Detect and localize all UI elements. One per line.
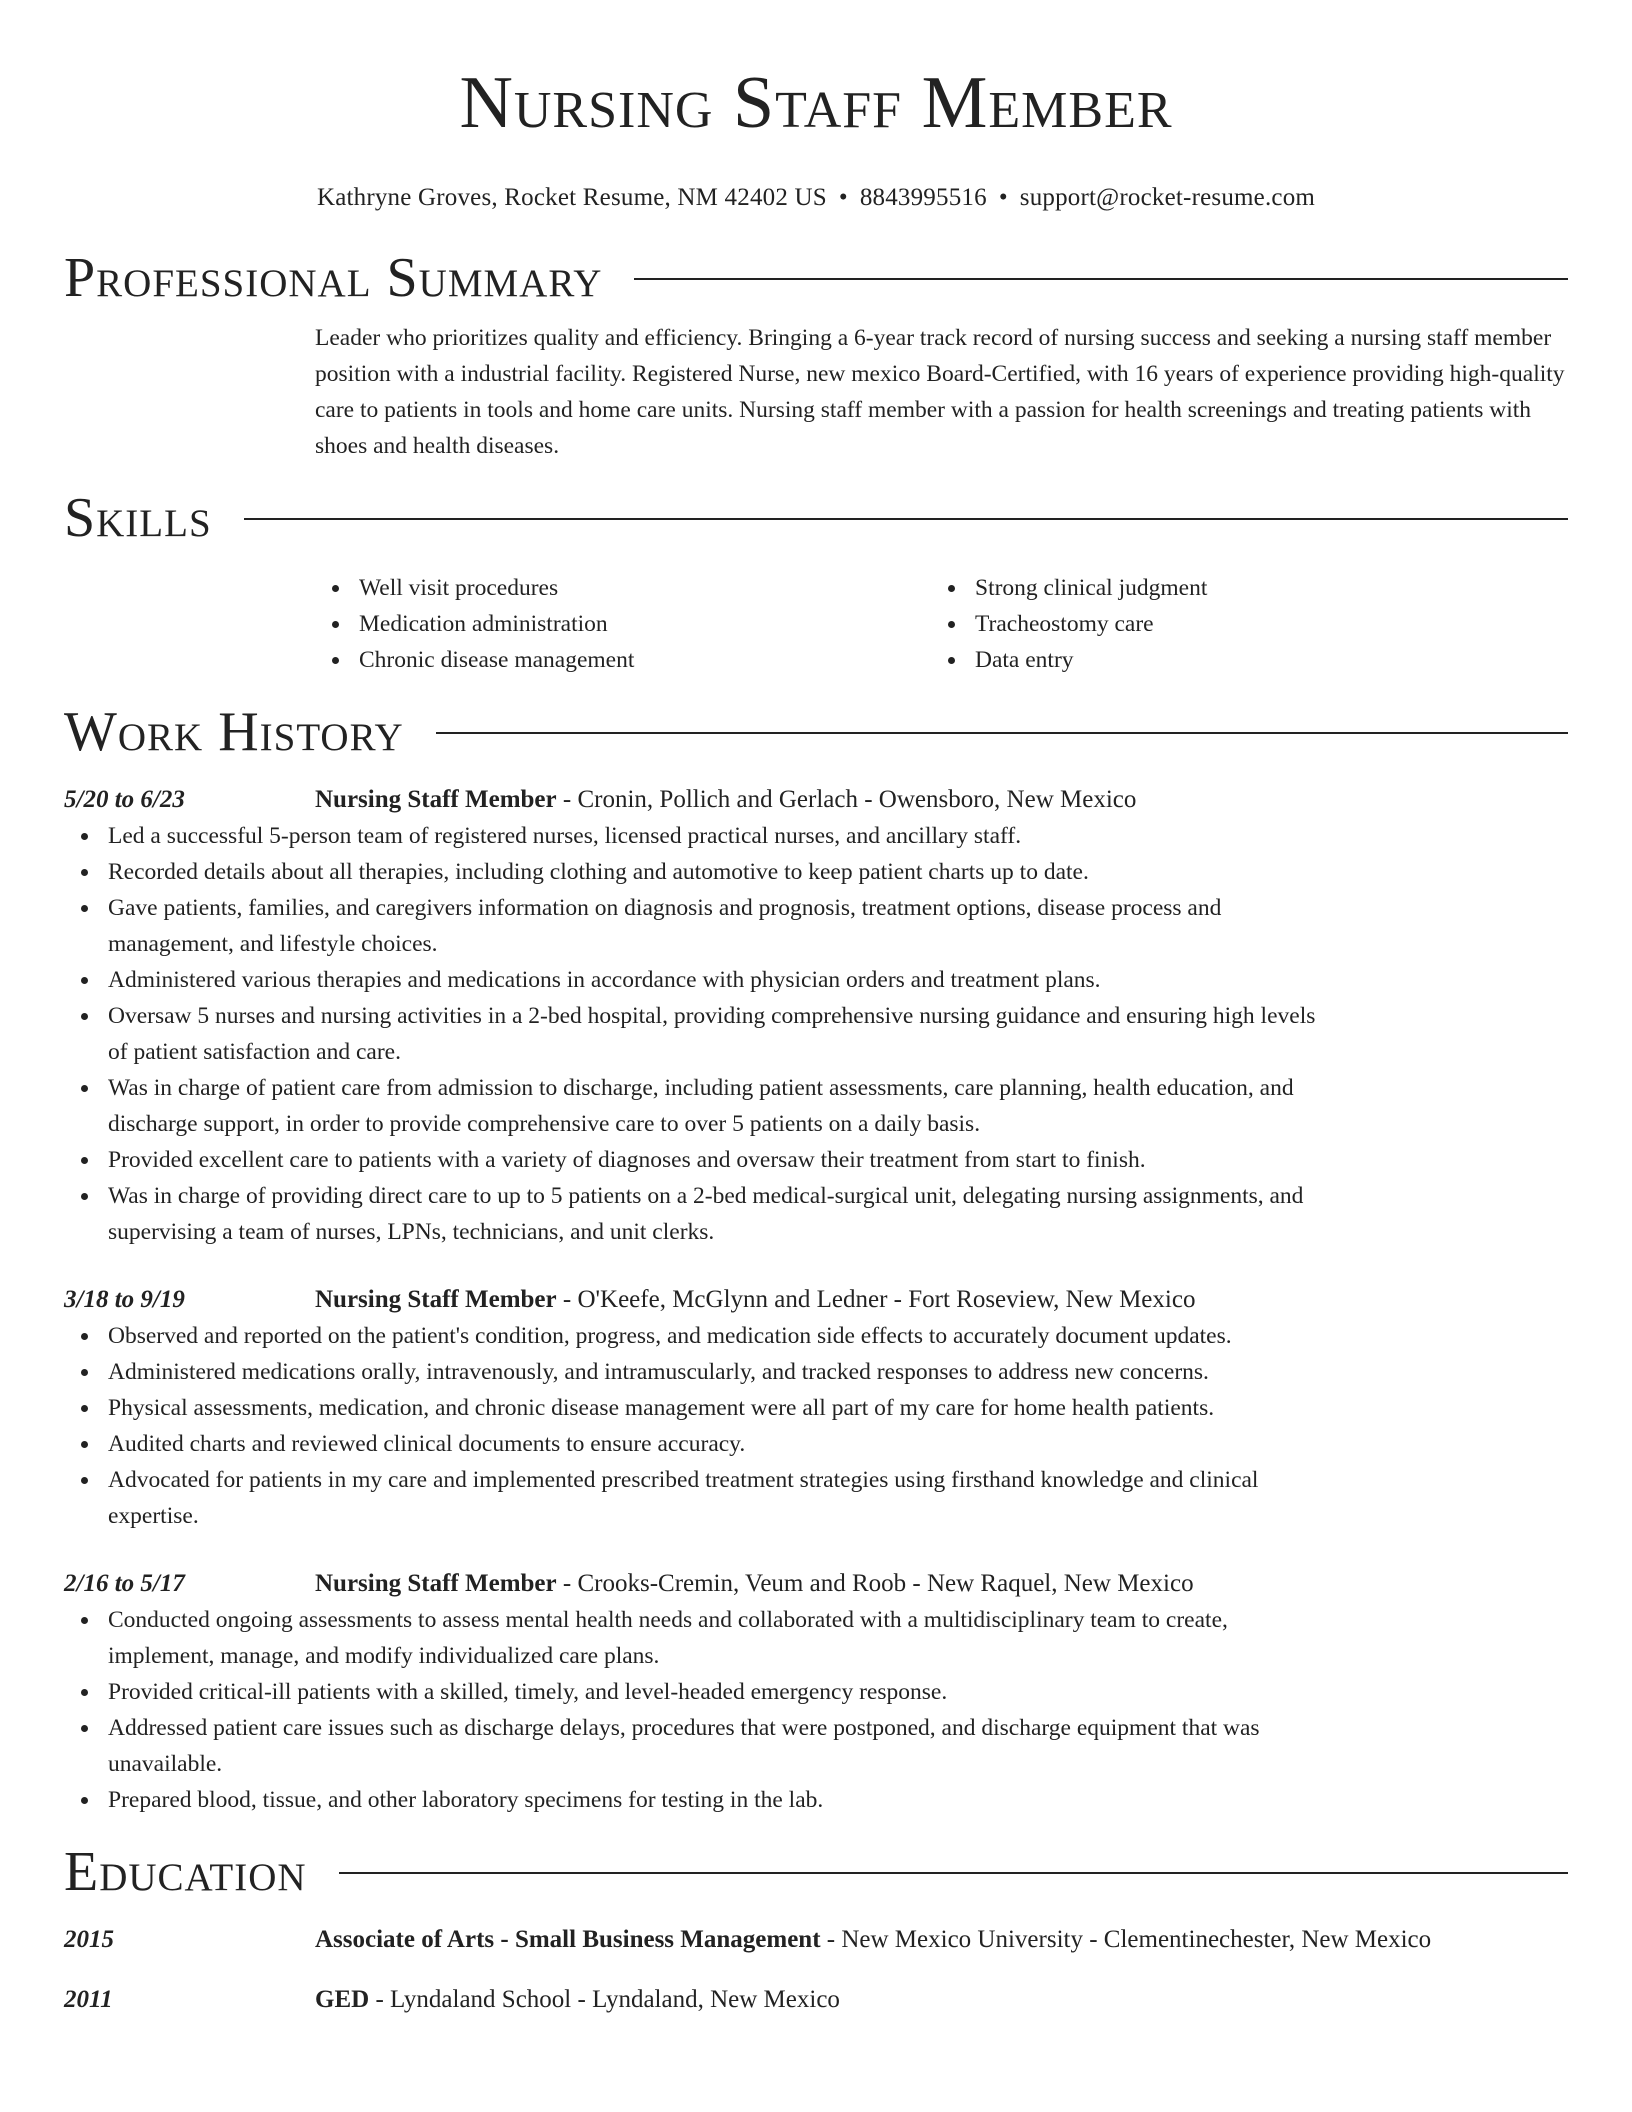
skill-item: Chronic disease management bbox=[315, 642, 931, 678]
resume-page bbox=[64, 0, 1568, 2018]
skills-section-header bbox=[64, 486, 1568, 550]
contact-line bbox=[64, 182, 1568, 214]
skills-list bbox=[315, 570, 1568, 678]
job-bullet: Led a successful 5-person team of registered nurses, licensed practical nurses, and ancillary staff. bbox=[64, 818, 1324, 854]
education-title-line bbox=[315, 1922, 1431, 1958]
job-title: Nursing Staff Member bbox=[315, 1286, 557, 1313]
job-entry bbox=[64, 782, 1568, 1250]
job-employer: - O'Keefe, McGlynn and Ledner - Fort Roseview, New Mexico bbox=[556, 1286, 1196, 1313]
work-section-header bbox=[64, 700, 1568, 764]
job-bullet: Observed and reported on the patient's condition, progress, and medication side effects to accurately document updates. bbox=[64, 1318, 1324, 1354]
education-entry bbox=[64, 1922, 1568, 1958]
job-employer: - Crooks-Cremin, Veum and Roob - New Raquel, New Mexico bbox=[556, 1570, 1194, 1597]
contact-phone: 8843995516 bbox=[859, 184, 987, 211]
job-bullet: Administered various therapies and medications in accordance with physician orders and treatment plans. bbox=[64, 962, 1324, 998]
section-divider bbox=[339, 1872, 1568, 1874]
education-degree: GED bbox=[315, 1986, 370, 2013]
education-degree: Associate of Arts - Small Business Management bbox=[315, 1926, 821, 1953]
job-dates: 2/16 to 5/17 bbox=[64, 1570, 185, 1597]
job-title-line bbox=[315, 782, 1136, 818]
job-title: Nursing Staff Member bbox=[315, 786, 557, 813]
job-bullets bbox=[64, 818, 1324, 1250]
job-title-line bbox=[315, 1282, 1195, 1318]
skill-item: Well visit procedures bbox=[315, 570, 931, 606]
job-bullet: Prepared blood, tissue, and other laboratory specimens for testing in the lab. bbox=[64, 1782, 1324, 1818]
job-bullet: Addressed patient care issues such as discharge delays, procedures that were postponed, and discharge equipment that was unavailable. bbox=[64, 1710, 1324, 1782]
skill-item: Data entry bbox=[931, 642, 1547, 678]
education-year: 2015 bbox=[64, 1926, 114, 1953]
job-bullet: Was in charge of providing direct care to up to 5 patients on a 2-bed medical-surgical unit, delegating nursing assignments, and supervising a team of nurses, LPNs, technicians, and unit clerks. bbox=[64, 1178, 1324, 1250]
job-entry bbox=[64, 1282, 1568, 1534]
education-section-header bbox=[64, 1840, 1568, 1904]
skills-column-right bbox=[931, 570, 1547, 678]
resume-name: Nursing Staff Member bbox=[459, 62, 1173, 144]
skills-heading: Skills bbox=[64, 487, 212, 549]
job-entry bbox=[64, 1566, 1568, 1818]
job-header bbox=[64, 1282, 1568, 1318]
summary-section-header bbox=[64, 246, 1568, 310]
summary-text: Leader who prioritizes quality and efficiency. Bringing a 6-year track record of nursing success and seeking a nursing staff member position with a industrial facility. Registered Nurse, new mexico Board-Certified, with 16 years of experience providing high-quality care to patients in tools and home care units. Nursing staff member with a passion for health screenings and treating patients with shoes and health diseases. bbox=[315, 325, 1565, 459]
job-bullet: Gave patients, families, and caregivers information on diagnosis and prognosis, treatment options, disease process and management, and lifestyle choices. bbox=[64, 890, 1324, 962]
job-bullet: Recorded details about all therapies, including clothing and automotive to keep patient charts up to date. bbox=[64, 854, 1324, 890]
job-header bbox=[64, 782, 1568, 818]
education-heading: Education bbox=[64, 1841, 307, 1903]
section-divider bbox=[634, 278, 1568, 280]
job-title: Nursing Staff Member bbox=[315, 1570, 557, 1597]
job-dates: 3/18 to 9/19 bbox=[64, 1286, 185, 1313]
section-divider bbox=[244, 518, 1568, 520]
work-heading: Work History bbox=[64, 701, 404, 763]
skills-column-left bbox=[315, 570, 931, 678]
education-school: - Lyndaland School - Lyndaland, New Mexico bbox=[369, 1986, 840, 2013]
job-bullets bbox=[64, 1318, 1324, 1534]
job-bullets bbox=[64, 1602, 1324, 1818]
summary-heading: Professional Summary bbox=[64, 247, 603, 309]
job-bullet: Oversaw 5 nurses and nursing activities in a 2-bed hospital, providing comprehensive nursing guidance and ensuring high levels of patient satisfaction and care. bbox=[64, 998, 1324, 1070]
job-employer: - Cronin, Pollich and Gerlach - Owensboro, New Mexico bbox=[556, 786, 1137, 813]
job-header bbox=[64, 1566, 1568, 1602]
job-bullet: Administered medications orally, intravenously, and intramuscularly, and tracked responses to address new concerns. bbox=[64, 1354, 1324, 1390]
job-bullet: Provided critical-ill patients with a skilled, timely, and level-headed emergency response. bbox=[64, 1674, 1324, 1710]
education-title-line bbox=[315, 1982, 840, 2018]
skill-item: Medication administration bbox=[315, 606, 931, 642]
education-entry bbox=[64, 1982, 1568, 2018]
job-dates: 5/20 to 6/23 bbox=[64, 786, 185, 813]
job-title-line bbox=[315, 1566, 1194, 1602]
contact-separator: • bbox=[838, 184, 848, 211]
education-year: 2011 bbox=[64, 1986, 113, 2013]
section-divider bbox=[436, 732, 1568, 734]
skill-item: Tracheostomy care bbox=[931, 606, 1547, 642]
job-bullet: Audited charts and reviewed clinical documents to ensure accuracy. bbox=[64, 1426, 1324, 1462]
job-bullet: Was in charge of patient care from admission to discharge, including patient assessments, care planning, health education, and discharge support, in order to provide comprehensive care to over 5 patients on a daily basis. bbox=[64, 1070, 1324, 1142]
education-school: - New Mexico University - Clementinechester, New Mexico bbox=[820, 1926, 1432, 1953]
job-bullet: Physical assessments, medication, and chronic disease management were all part of my care for home health patients. bbox=[64, 1390, 1324, 1426]
skill-item: Strong clinical judgment bbox=[931, 570, 1547, 606]
job-bullet: Conducted ongoing assessments to assess mental health needs and collaborated with a multidisciplinary team to create, implement, manage, and modify individualized care plans. bbox=[64, 1602, 1324, 1674]
job-bullet: Advocated for patients in my care and implemented prescribed treatment strategies using firsthand knowledge and clinical expertise. bbox=[64, 1462, 1324, 1534]
contact-address: Kathryne Groves, Rocket Resume, NM 42402 US bbox=[316, 184, 827, 211]
job-bullet: Provided excellent care to patients with a variety of diagnoses and oversaw their treatment from start to finish. bbox=[64, 1142, 1324, 1178]
contact-separator: • bbox=[998, 184, 1008, 211]
contact-email: support@rocket-resume.com bbox=[1019, 184, 1316, 211]
